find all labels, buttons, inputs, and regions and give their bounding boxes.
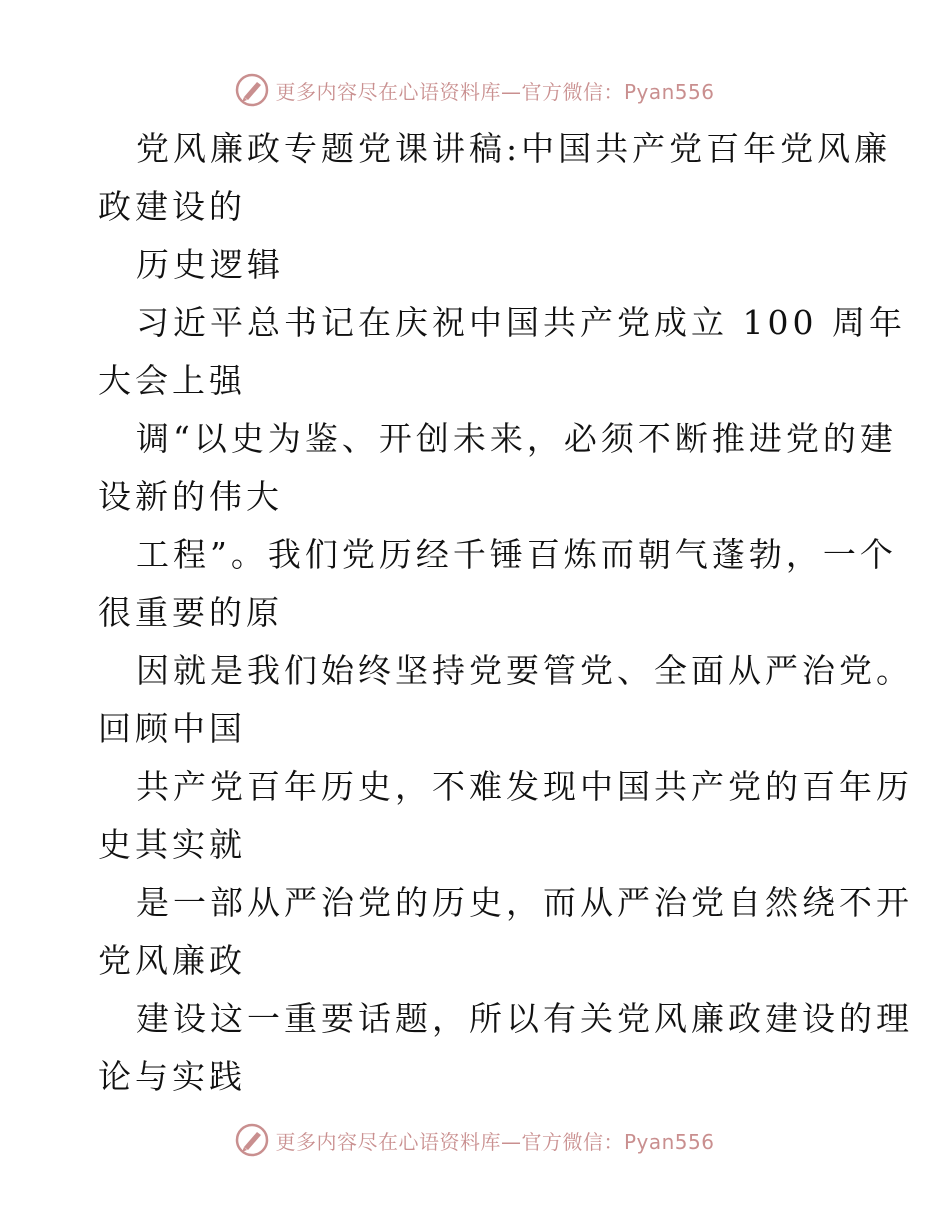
footer-watermark xyxy=(0,1120,950,1160)
watermark-text: 更多内容尽在心语资料库—官方微信：Pyan556 xyxy=(275,1129,715,1154)
text-line: 党风廉政专题党课讲稿:中国共产党百年党风廉 xyxy=(136,129,892,168)
pen-logo-icon xyxy=(235,73,269,107)
text-line: 回顾中国 xyxy=(98,709,246,748)
text-line: 政建设的 xyxy=(98,187,246,226)
text-line: 调“以史为鉴、开创未来，必须不断推进党的建 xyxy=(136,419,897,458)
text-line: 史其实就 xyxy=(98,825,246,864)
document-body xyxy=(98,120,913,1106)
text-line: 建设这一重要话题，所以有关党风廉政建设的理 xyxy=(136,999,913,1038)
text-line: 工程”。我们党历经千锤百炼而朝气蓬勃，一个 xyxy=(136,535,897,574)
text-line: 历史逻辑 xyxy=(136,245,284,284)
text-line: 是一部从严治党的历史，而从严治党自然绕不开 xyxy=(136,883,913,922)
text-line: 共产党百年历史，不难发现中国共产党的百年历 xyxy=(136,767,913,806)
text-line: 因就是我们始终坚持党要管党、全面从严治党。 xyxy=(136,651,913,690)
pen-logo-icon xyxy=(235,1123,269,1157)
header-watermark xyxy=(0,70,950,110)
text-line: 党风廉政 xyxy=(98,941,246,980)
text-line: 设新的伟大 xyxy=(98,477,283,516)
watermark-text: 更多内容尽在心语资料库—官方微信：Pyan556 xyxy=(275,79,715,104)
text-line: 论与实践 xyxy=(98,1057,246,1096)
text-line: 大会上强 xyxy=(98,361,246,400)
text-line: 很重要的原 xyxy=(98,593,283,632)
text-line: 习近平总书记在庆祝中国共产党成立 100 周年 xyxy=(136,303,906,342)
